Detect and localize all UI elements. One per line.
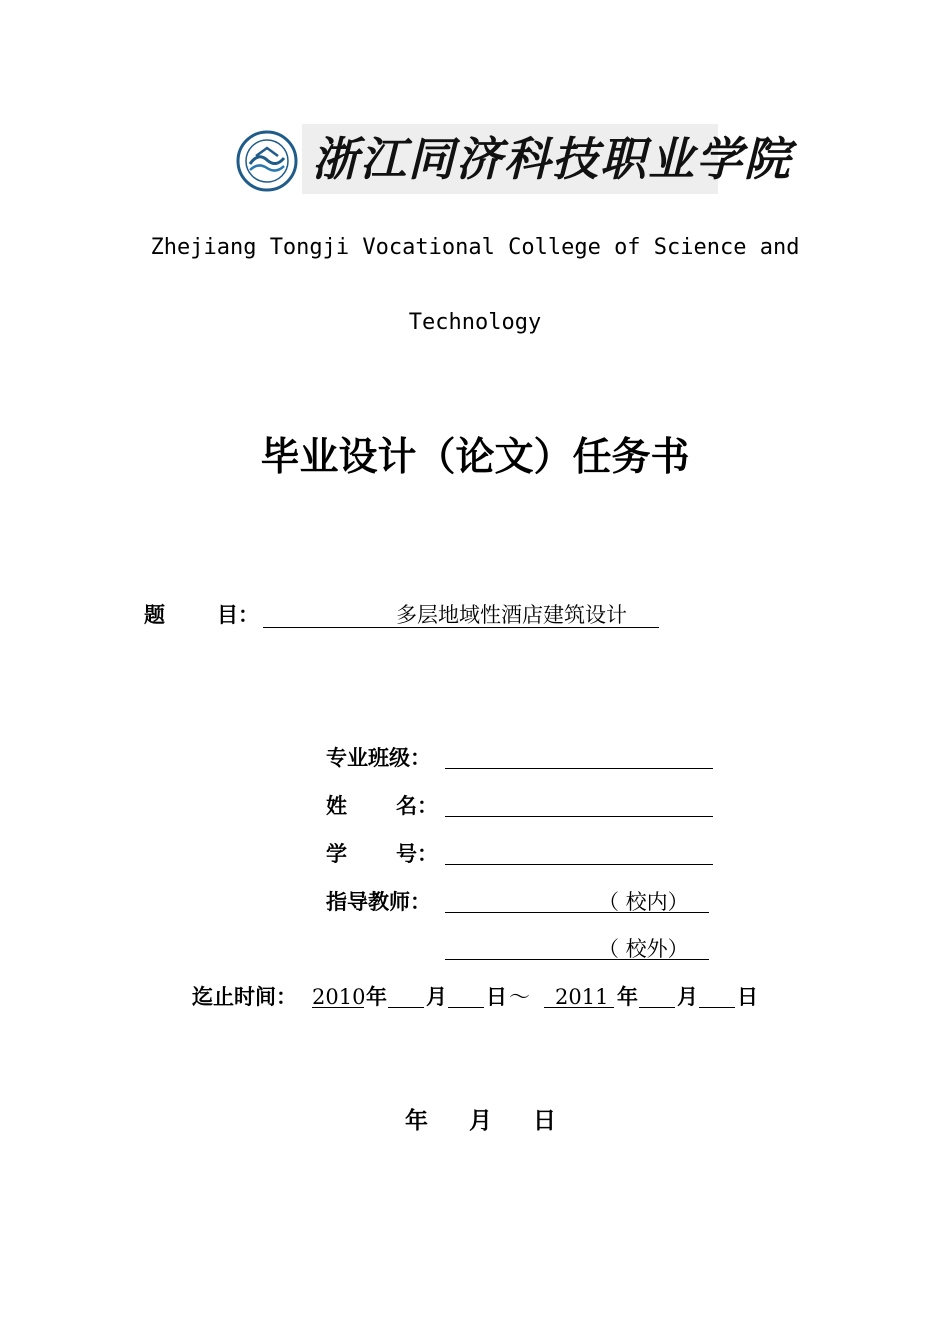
topic-label-mu: 目： — [217, 603, 259, 627]
english-college-name-line2: Technology — [408, 310, 542, 335]
advisor-internal-note: （ 校内） — [598, 890, 689, 914]
period-tilde: ～ — [509, 985, 530, 1009]
start-year-char: 年 — [366, 985, 387, 1009]
end-day-char: 日 — [737, 985, 758, 1009]
footer-year: 年 — [405, 1108, 428, 1134]
start-day-char: 日 — [486, 985, 507, 1009]
name-label-part1: 姓 — [326, 794, 347, 818]
start-month-underline — [388, 1007, 424, 1008]
end-day-underline — [699, 1007, 735, 1008]
major-class-label: 专业班级： — [326, 746, 431, 770]
start-month-char: 月 — [426, 985, 447, 1009]
end-month-char: 月 — [677, 985, 698, 1009]
name-underline — [445, 816, 713, 817]
name-label-part2: 名： — [396, 794, 438, 818]
student-id-underline — [445, 864, 713, 865]
student-id-label-part1: 学 — [326, 842, 347, 866]
advisor-internal-underline — [445, 912, 709, 913]
period-end-year: 2011 — [555, 985, 609, 1009]
college-emblem-icon — [236, 130, 298, 192]
footer-day: 日 — [533, 1108, 556, 1134]
major-class-underline — [445, 768, 713, 769]
college-logo — [236, 124, 792, 194]
start-year-underline — [312, 1007, 364, 1008]
logo-text: 浙江同济科技职业学院 — [312, 132, 792, 186]
end-month-underline — [639, 1007, 675, 1008]
english-college-name-line1: Zhejiang Tongji Vocational College of Science and — [150, 235, 800, 260]
start-day-underline — [448, 1007, 484, 1008]
end-year-char: 年 — [617, 985, 638, 1009]
period-start-year: 2010 — [312, 985, 366, 1009]
advisor-external-note: （ 校外） — [598, 937, 689, 961]
end-year-underline — [544, 1007, 614, 1008]
topic-label-ti: 题 — [144, 603, 165, 627]
college-name-calligraphy — [302, 124, 792, 194]
footer-month: 月 — [469, 1108, 492, 1134]
topic-underline — [263, 627, 659, 628]
advisor-label: 指导教师： — [326, 890, 431, 914]
advisor-external-underline — [445, 959, 709, 960]
period-label: 迄止时间： — [192, 985, 297, 1009]
document-title: 毕业设计（论文）任务书 — [260, 435, 690, 480]
topic-value: 多层地域性酒店建筑设计 — [396, 603, 627, 627]
student-id-label-part2: 号： — [396, 842, 438, 866]
